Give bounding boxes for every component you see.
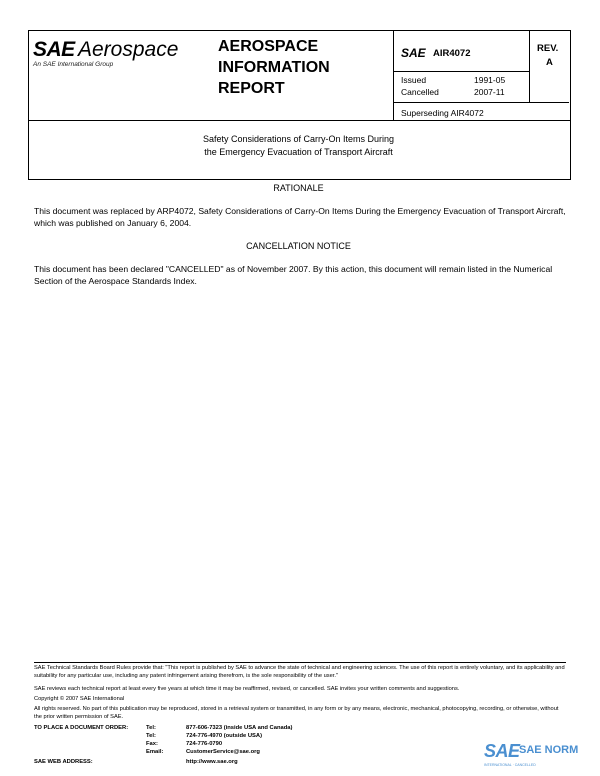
doc-sae-mark: SAE <box>401 46 426 60</box>
sae-norm-stamp-mark: SAE <box>484 741 520 761</box>
contact-key: Fax: <box>146 741 158 747</box>
web-address-label: SAE WEB ADDRESS: <box>34 759 93 765</box>
sae-logo: SAE <box>33 38 75 61</box>
cancellation-paragraph: This document has been declared "CANCELLED" as of November 2007. By this action, this document will remain listed in the Numerical Section of the Aerospace Standards Index. <box>34 264 553 286</box>
title-line: Safety Considerations of Carry-On Items During <box>202 134 395 144</box>
rationale-paragraph: This document was replaced by ARP4072, Safety Considerations of Carry-On Items During the Emergency Evacuation of Transport Aircraft, which was published on January 6, 2004. <box>34 206 566 228</box>
header-divider <box>529 30 530 102</box>
logo-subtitle: An SAE International Group <box>33 61 114 68</box>
document-number: AIR4072 <box>433 48 471 59</box>
header-divider <box>393 102 569 103</box>
revision-label: REV. <box>537 43 559 54</box>
cancellation-heading: CANCELLATION NOTICE <box>246 241 351 251</box>
superseding-note: Superseding AIR4072 <box>401 108 484 118</box>
contact-value: 877-606-7323 (inside USA and Canada) <box>186 725 293 731</box>
header-divider <box>393 71 529 72</box>
review-notice: SAE reviews each technical report at least every five years at which time it may be reaffirmed, revised, or cancelled. SAE invites your written comments and suggestions. <box>34 686 460 692</box>
sae-norm-stamp: SAE NORM <box>519 744 579 756</box>
order-label: TO PLACE A DOCUMENT ORDER: <box>34 725 129 731</box>
issued-label: Issued <box>401 75 427 85</box>
document-title <box>28 133 569 159</box>
contact-value: 724-776-0790 <box>186 741 223 747</box>
sae-norm-stamp-sub: INTERNATIONAL · CANCELLED <box>484 763 536 767</box>
report-type-title <box>218 36 330 99</box>
contact-value: 724-776-4970 (outside USA) <box>186 733 263 739</box>
report-type-line: AEROSPACE <box>218 38 319 55</box>
footer-divider <box>34 662 566 663</box>
email-link[interactable]: CustomerService@sae.org <box>186 749 260 755</box>
report-type-line: INFORMATION <box>218 59 330 76</box>
report-type-line: REPORT <box>218 80 285 97</box>
cancelled-label: Cancelled <box>401 87 439 97</box>
contact-key: Tel: <box>146 725 156 731</box>
web-address-link[interactable]: http://www.sae.org <box>186 759 238 765</box>
rights-notice: All rights reserved. No part of this publication may be reproduced, stored in a retrieval system or transmitted, in any form or by any means, electronic, mechanical, photocopying, recording, or otherwise, without the prior written permission of SAE. <box>34 706 559 720</box>
title-line: the Emergency Evacuation of Transport Aircraft <box>204 147 393 157</box>
rules-notice: SAE Technical Standards Board Rules provide that: "This report is published by SAE to advance the state of technical and engineering sciences. The use of this report is entirely voluntary, and its applicability and suitability for any particular use, including any patent infringement arising therefrom, is the sole responsibility of the user." <box>34 665 565 679</box>
rationale-heading: RATIONALE <box>273 183 324 193</box>
contact-key: Email: <box>146 749 164 755</box>
aerospace-logo-text: Aerospace <box>78 38 179 61</box>
revision-value: A <box>546 57 553 68</box>
issued-date: 1991-05 <box>474 75 506 85</box>
header-divider <box>393 30 394 120</box>
copyright-notice: Copyright © 2007 SAE International <box>34 696 125 702</box>
contact-key: Tel: <box>146 733 156 739</box>
cancelled-date: 2007-11 <box>474 87 505 97</box>
